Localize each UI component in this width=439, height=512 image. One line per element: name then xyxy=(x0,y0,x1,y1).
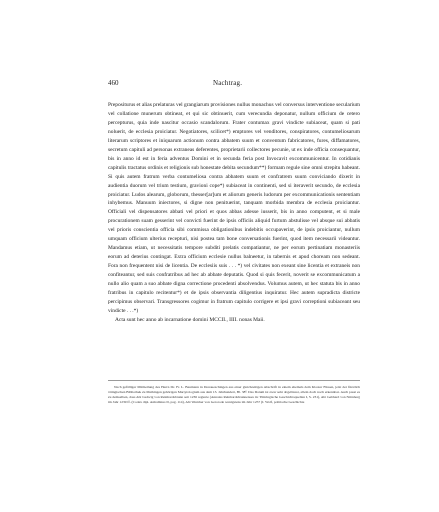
page-header xyxy=(108,79,354,88)
footnote: Nach gefälliger Mittheilung des Herrn Dr. Fr. L. Baumann in Donaueschingen aus einer gleichzeitigen Abschrift in einem ehemals dem Kloster Füssen, jetzt der fürstlich öttingischen Bibliothek zu Maihingen gehörigen Martyrologium aus dem 13. Jahrhundert, Bl. 38ª. Das Datum ist zwar sehr abgeblasst, allein doch noch erkennbar. Auch passt es zu demselben, dass Abt Ludwig von Reinhardsbrunn seit 1236 regierte (Annales Reinhardsbrunnenses in: Thüringische Geschichtsquellen I, S. 231), Abt Gebhard von Nürnberg im Jahr 1239 ff. (Codex dipl. Anhaltinus II, pag. 114), Abt Wernher von Gerorode wenigstens im Jahr 1257 (I. Wolf, politische Geschichte xyxy=(108,385,360,405)
body-paragraph: Prepositurus et alias prelaturas vel grangiarum provisiones nullus monachus vel conversus interventione secularium vel collatione munerum obtineat, et qui sic obtinuerit, cum verecundia deponatur, nullum officium de cetero percepturus, quia inde nascitur occasio scandalorum. Frater contumax gravi vindicte subiaceat, quam si pati noluerit, de ecclesia proiciatur. Negotiatores, scilicet*) emptores vel venditores, conspiratores, contumeliosarum literarum scriptores et iniquarum actionum contra abbatem suum et conventum fabricatores, fures, diffamatores, secretum capituli ad personas extraneas deferentes, proprietarii collectores pecunie, ut ex inde officia consequantur, bis in anno id est in feria adventus Domini et in secunda feria post Invocavit excommunicentur. In cotidianis capitulis tractatus ordinis et religionis sub honestate debita secundum**) formam regule sine omni strepitu habeant. Si quis autem fratrum verba contumeliosa contra abbatem suum et confratrem suum conviciando dixerit in audientia duorum vel trium testium, gravioni cope*) subiaceat in continenti, sed si iteraverit secundo, de ecclesia proiciatur. Ludos alearum, globorum, thesser[ar]um et aliorum generis ludorum per excommunicationis sententiam inhybemus. Manuum iniectores, si digne non penituerint, tanquam morbida membra de ecclesia proiciantur. Officiali vel dispensatores abbati vel priori et quos abbas adesse iusserit, bis in anno computent, et si male procurationem suam gesserint vel convicti fuerint de ipsis officiis aliquid furtum abstulisse vel absque sui abbatis vel prioris conscientia officia sibi commissa obligationibus indebitis occupaverint, de ipsis proiciantur, nullum umquam officium ulterius recepturi, nisi postea tam bone conversationis fuerint, quod item necessarii videantur. Mandamus etiam, ut necessitatis tempore subditi prelatis compatiantur, ne per eorum pertinatiam monasteriis eorum ad deterius contingat. Extra officium ecclesie nullus balneetur, in tabernis et apud choream non sedeant. Fora non frequentent nisi de licentia. De ecclesiis suis . . . *) vel civitates non exeant sine licentia et extraneis non confiteantur, sed suis confratribus ad hec ab abbate deputatis. Quod si quis fecerit, noverit se excommunicatum a nullo alio quam a suo abbate digna correctione procedenti absolvendus. Volumus autem, ut hec statuta bis in anno fratribus in capitulo recitentur*) et de ipsis observantia diligentius inquiratur. Hec autem supradicta districte percipimus observari. Transgressores cogimur in fratrum capitulo corrigere et ipsi gravi correptioni subiaceant seu vindicte . . .*) xyxy=(108,102,360,314)
page-number: 460 xyxy=(108,79,119,87)
closing-line: Acta sunt hec anno ab incarnatione domini MCCII., IIII. nonas Maii. xyxy=(115,316,265,323)
main-text xyxy=(108,101,360,325)
running-title: Nachtrag. xyxy=(213,79,243,87)
footnote-divider xyxy=(108,380,360,381)
